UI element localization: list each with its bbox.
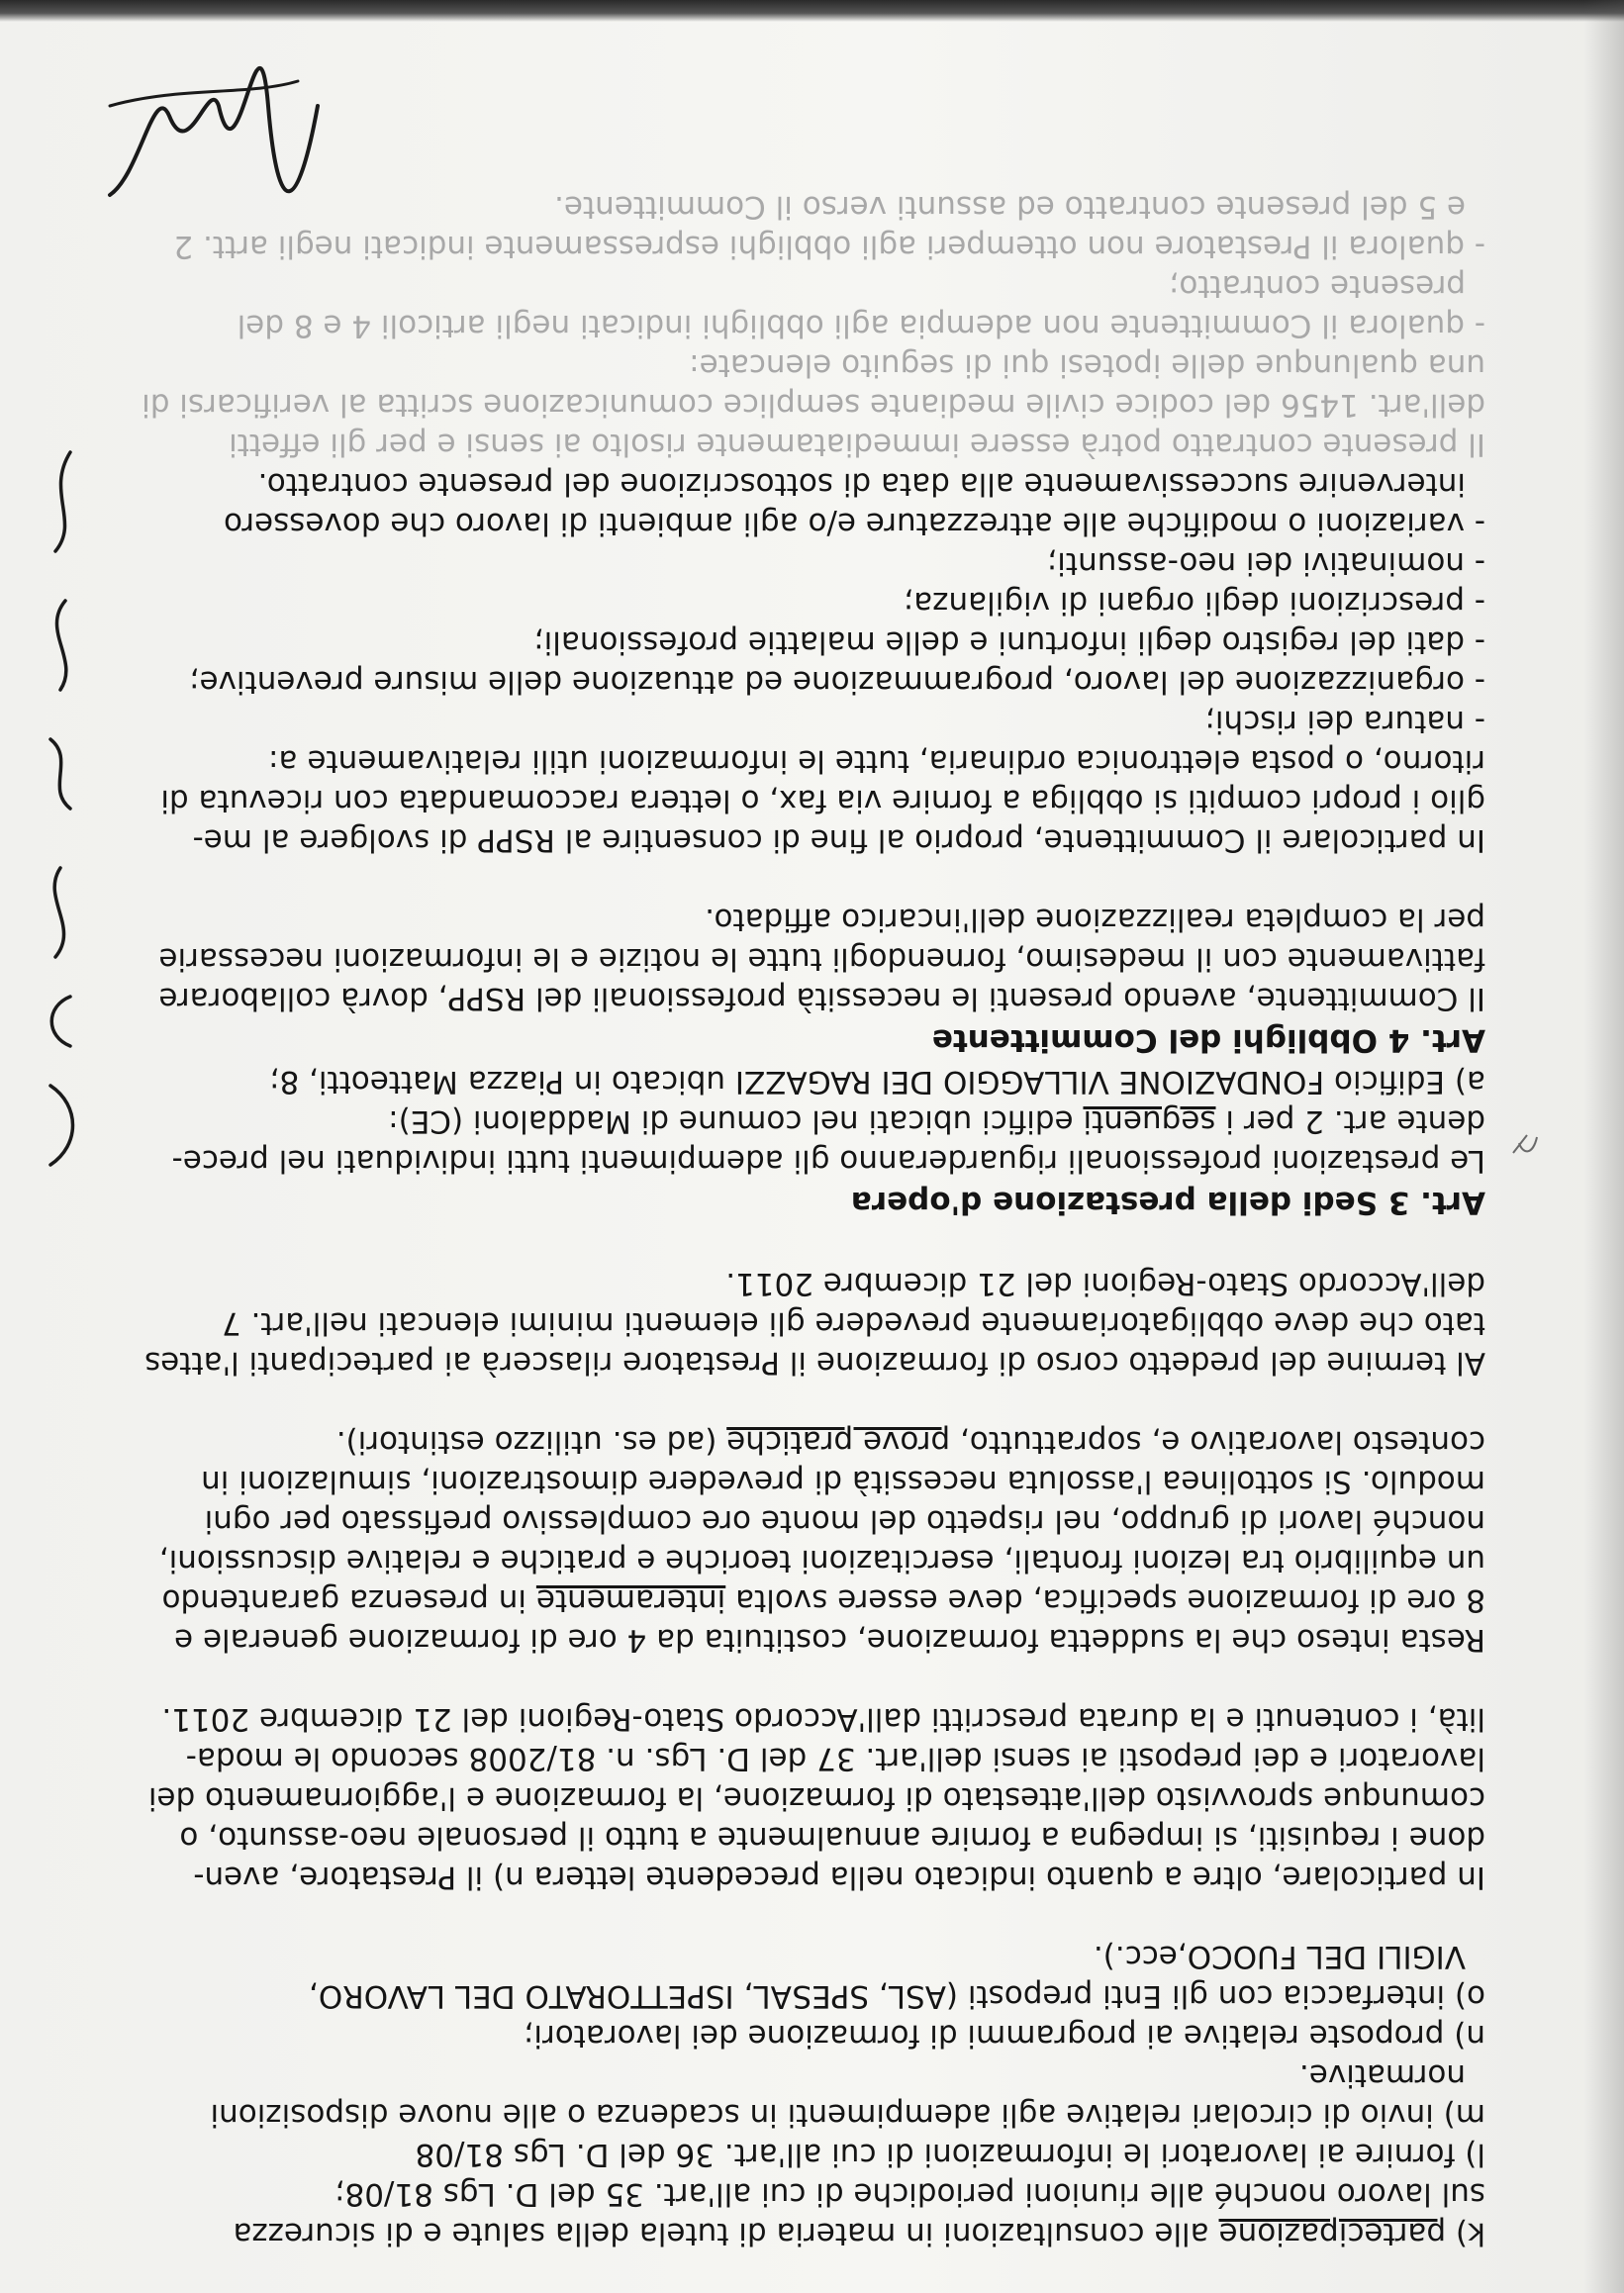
underlined-word: seguenti — [1083, 1103, 1216, 1139]
article-4-heading: Art. 4 Obblighi del Committente — [931, 1022, 1485, 1058]
document-body — [60, 187, 1485, 2253]
paragraph-in-particolare — [60, 1699, 1485, 1897]
paragraph-line: glio i propri compiti si obbliga a fornire via fax, o lettera raccomandata con ricevuta di — [160, 783, 1485, 818]
list-item: - organizzazione del lavoro, programmazione ed attuazione delle misure preventive; — [189, 664, 1485, 700]
handwritten-signature-icon — [80, 47, 337, 254]
paragraph-line: un equilibrio tra lezioni frontali, esercitazioni teoriche e pratiche e relative discussioni, — [158, 1543, 1485, 1578]
list-item: - prescrizioni degli organi di vigilanza; — [903, 585, 1485, 621]
item-k-rest: alle consultazioni in materia di tutela della salute e di sicurezza — [233, 2216, 1219, 2251]
paragraph-line — [60, 1101, 1485, 1141]
paragraph-line: Le prestazioni professionali riguarderanno gli adempimenti tutti individuati nel prece- — [171, 1143, 1485, 1179]
paragraph-line: Resta inteso che la suddetta formazione, costituita da 4 ore di formazione generale e — [174, 1622, 1485, 1658]
paragraph-resta-inteso — [60, 1422, 1485, 1660]
paragraph-line: comunque sprovvisto dell'attestato di formazione, la formazione e l'aggiornamento dei — [147, 1780, 1485, 1816]
paragraph-line: ritorno, o posta elettronica ordinaria, tutte le informazioni utili relativamente a: — [268, 743, 1485, 779]
list-item: - nominativi dei neo-assunti; — [1046, 545, 1485, 581]
small-handwritten-mark-icon — [1505, 1125, 1545, 1165]
paragraph-line: Il Committente, avendo presenti le necessità professionali del RSPP, dovrà collaborare — [158, 981, 1485, 1016]
underlined-word: prove pratiche — [726, 1424, 951, 1460]
line-end: in presenza garantendo — [161, 1582, 536, 1618]
faded-line: dell'art. 1456 del codice civile mediante semplice comunicazione scritta al verificarsi di — [142, 387, 1485, 423]
line-end: edifici ubicati nel comune di Maddaloni (CE): — [388, 1103, 1084, 1139]
list-line: m) invio di circolari relative agli adempimenti in scadenza o alle nuove disposizioni — [210, 2097, 1485, 2133]
list-line: o) interfaccia con gli Enti preposti (ASL, SPESAL, ISPETTORATO DEL LAVORO, — [308, 1978, 1485, 2014]
list-line: n) proposte relative ai programmi di formazione dei lavoratori; — [523, 2018, 1485, 2054]
article-3-heading: Art. 3 Sedi della prestazione d'opera — [850, 1185, 1485, 1220]
paragraph-line: fattivamente con il medesimo, fornendogli tutte le notizie e le informazioni necessarie — [158, 941, 1485, 977]
paragraph-line: modulo. Si sottolinea l'assoluta necessità di prevedere dimostrazioni, simulazioni in — [201, 1464, 1485, 1499]
list-k-to-o — [60, 1937, 1485, 2253]
faded-line: - qualora il Committente non adempia agli obblighi indicati negli articoli 4 e 8 del — [237, 308, 1485, 343]
paragraph-line — [60, 1422, 1485, 1462]
spacer — [60, 1897, 1485, 1937]
underlined-word: interamente — [535, 1582, 726, 1618]
handwritten-margin-note-icon — [31, 432, 90, 1185]
faded-line: presente contratto; — [1168, 268, 1466, 304]
spacer — [60, 1660, 1485, 1699]
paragraph-line — [60, 1580, 1485, 1620]
article-4-particolare — [60, 741, 1485, 860]
list-item: - variazioni o modifiche alle attrezzature e/o agli ambienti di lavoro che dovessero — [224, 506, 1485, 541]
list-item: intervenire successivamente alla data di sottoscrizione del presente contratto. — [257, 466, 1466, 502]
list-item: - dati del registro degli infortuni e delle malattie professionali; — [533, 624, 1485, 660]
paragraph-line: Al termine del predetto corso di formazione il Prestatore rilascerà ai partecipanti l'attes — [144, 1345, 1485, 1381]
paragraph-line: a) Edificio FONDAZIONE VILLAGGIO DEI RAGAZZI ubicato in Piazza Matteotti, 8; — [269, 1064, 1485, 1099]
list-line: sul lavoro nonché alle riunioni periodiche di cui all'art. 35 del D. Lgs 81/08; — [334, 2176, 1485, 2212]
faded-line: e 5 del presente contratto ed assunti verso il Committente. — [554, 189, 1466, 225]
paragraph-line: In particolare, oltre a quanto indicato nella precedente lettera n) il Prestatore, aven- — [193, 1860, 1485, 1895]
line-start: 8 ore di formazione specifica, deve essere svolta — [725, 1582, 1485, 1618]
paragraph-line: tato che deve obbligatoriamente prevedere gli elementi minimi elencati nell'art. 7 — [221, 1305, 1485, 1341]
paragraph-line: dell'Accordo Stato-Regioni del 21 dicembre 2011. — [725, 1266, 1485, 1301]
line-end: (ad es. utilizzo estintori). — [335, 1424, 727, 1460]
list-item: - natura dei rischi; — [1204, 704, 1485, 739]
spacer — [60, 860, 1485, 900]
list-line: VIGILI DEL FUOCO,ecc.). — [1093, 1939, 1466, 1974]
line-start: dente art. 2 per i — [1215, 1103, 1485, 1139]
paragraph-line: nonché lavori di gruppo, nel rispetto del monte ore complessivo prefissato per ogni — [204, 1503, 1485, 1539]
paragraph-line: lità, i contenuti e la durata prescritti dall'Accordo Stato-Regioni del 21 dicembre 2011. — [161, 1701, 1485, 1737]
paragraph-line: done i requisiti, si impegna a fornire annualmente a tutto il personale neo-assunto, o — [179, 1820, 1485, 1856]
faded-line: - qualora il Prestatore non ottemperi agli obblighi espressamente indicati negli artt. 2 — [173, 229, 1485, 264]
paragraph-line: lavoratori e dei preposti ai sensi dell'art. 37 del D. Lgs. n. 81/2008 secondo le moda- — [185, 1741, 1485, 1776]
list-line: l) fornire ai lavoratori le informazioni di cui all'art. 36 del D. Lgs 81/08 — [415, 2137, 1485, 2172]
article-4-body — [60, 900, 1485, 1018]
article-4-list — [60, 464, 1485, 741]
spacer — [60, 1224, 1485, 1264]
faded-line: Il presente contratto potrà essere immediatamente risolto ai sensi e per gli effetti — [229, 427, 1485, 462]
paragraph-al-termine — [60, 1264, 1485, 1383]
list-line: normative. — [1298, 2057, 1466, 2093]
article-3-body — [60, 1062, 1485, 1181]
paragraph-line: per la completa realizzazione dell'incarico affidato. — [705, 902, 1485, 937]
faded-line: una qualunque delle ipotesi qui di seguito elencate: — [689, 347, 1485, 383]
list-item-k — [60, 2214, 1485, 2253]
underlined-word: partecipazione — [1218, 2216, 1447, 2251]
spacer — [60, 1383, 1485, 1422]
item-k-label: k) — [1446, 2216, 1485, 2251]
paragraph-line: In particolare il Committente, proprio al fine di consentire al RSPP di svolgere al me- — [192, 822, 1485, 858]
line-start: contesto lavorativo e, soprattutto, — [950, 1424, 1485, 1460]
